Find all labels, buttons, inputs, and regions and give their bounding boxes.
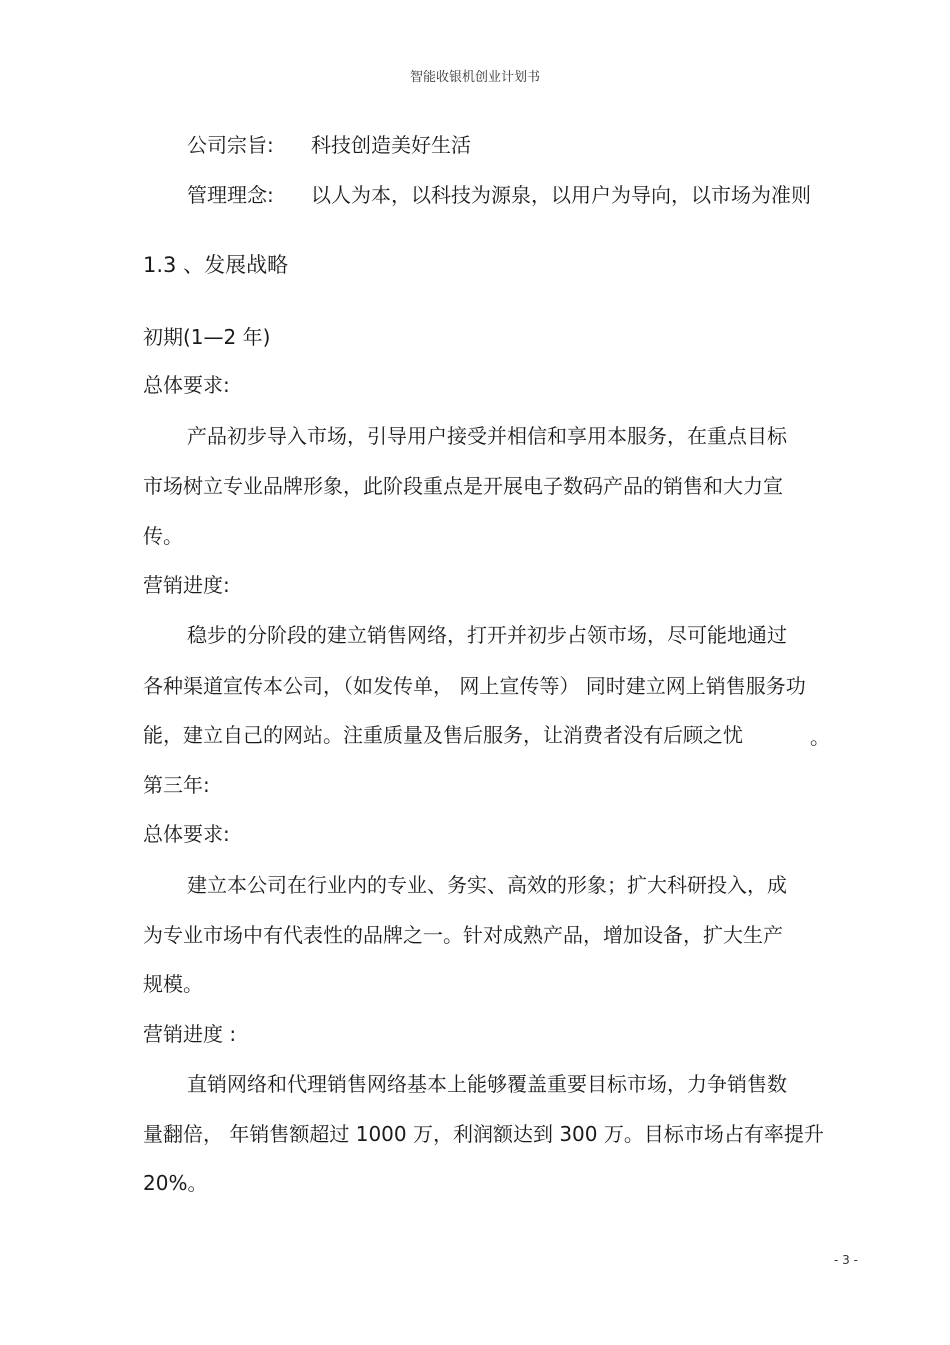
phase1-requirements-label: 总体要求: — [143, 373, 230, 397]
phase3-marketing-label: 营销进度 : — [143, 1022, 237, 1046]
section-heading: 1.3 、发展战略 — [143, 253, 289, 277]
phase1-marketing-label: 营销进度: — [143, 573, 230, 597]
page-header: 智能收银机创业计划书 — [409, 70, 540, 85]
phase1-marketing-line: 各种渠道宣传本公司，（如发传单， 网上宣传等） 同时建立网上销售服务功 — [143, 674, 806, 698]
phase3-requirements-label: 总体要求: — [143, 822, 230, 846]
phase3-marketing-line: 量翻倍， 年销售额超过 1000 万，利润额达到 300 万。目标市场占有率提升 — [143, 1122, 824, 1146]
phase3-title: 第三年: — [143, 773, 210, 797]
phase1-marketing-line: 稳步的分阶段的建立销售网络，打开并初步占领市场，尽可能地通过 — [187, 623, 787, 647]
phase3-marketing-line: 20%。 — [143, 1171, 208, 1195]
phase1-marketing-line-end: 。 — [810, 725, 830, 749]
company-purpose-label: 公司宗旨: — [187, 133, 274, 157]
management-philosophy-label: 管理理念: — [187, 183, 274, 207]
page-number: - 3 - — [834, 1253, 858, 1267]
phase1-requirements-line: 传。 — [143, 524, 183, 548]
phase1-title: 初期(1—2 年) — [143, 325, 271, 349]
phase1-marketing-line: 能，建立自己的网站。注重质量及售后服务，让消费者没有后顾之忧 — [143, 723, 743, 747]
phase3-requirements-line: 为专业市场中有代表性的品牌之一。针对成熟产品，增加设备，扩大生产 — [143, 923, 783, 947]
company-purpose-value: 科技创造美好生活 — [311, 133, 471, 157]
phase3-requirements-line: 规模。 — [143, 972, 203, 996]
management-philosophy-value: 以人为本，以科技为源泉，以用户为导向，以市场为准则 — [311, 183, 811, 207]
phase1-requirements-line: 市场树立专业品牌形象，此阶段重点是开展电子数码产品的销售和大力宣 — [143, 474, 783, 498]
phase3-marketing-line: 直销网络和代理销售网络基本上能够覆盖重要目标市场，力争销售数 — [187, 1072, 787, 1096]
phase3-requirements-line: 建立本公司在行业内的专业、务实、高效的形象；扩大科研投入，成 — [187, 873, 787, 897]
phase1-requirements-line: 产品初步导入市场，引导用户接受并相信和享用本服务，在重点目标 — [187, 424, 787, 448]
